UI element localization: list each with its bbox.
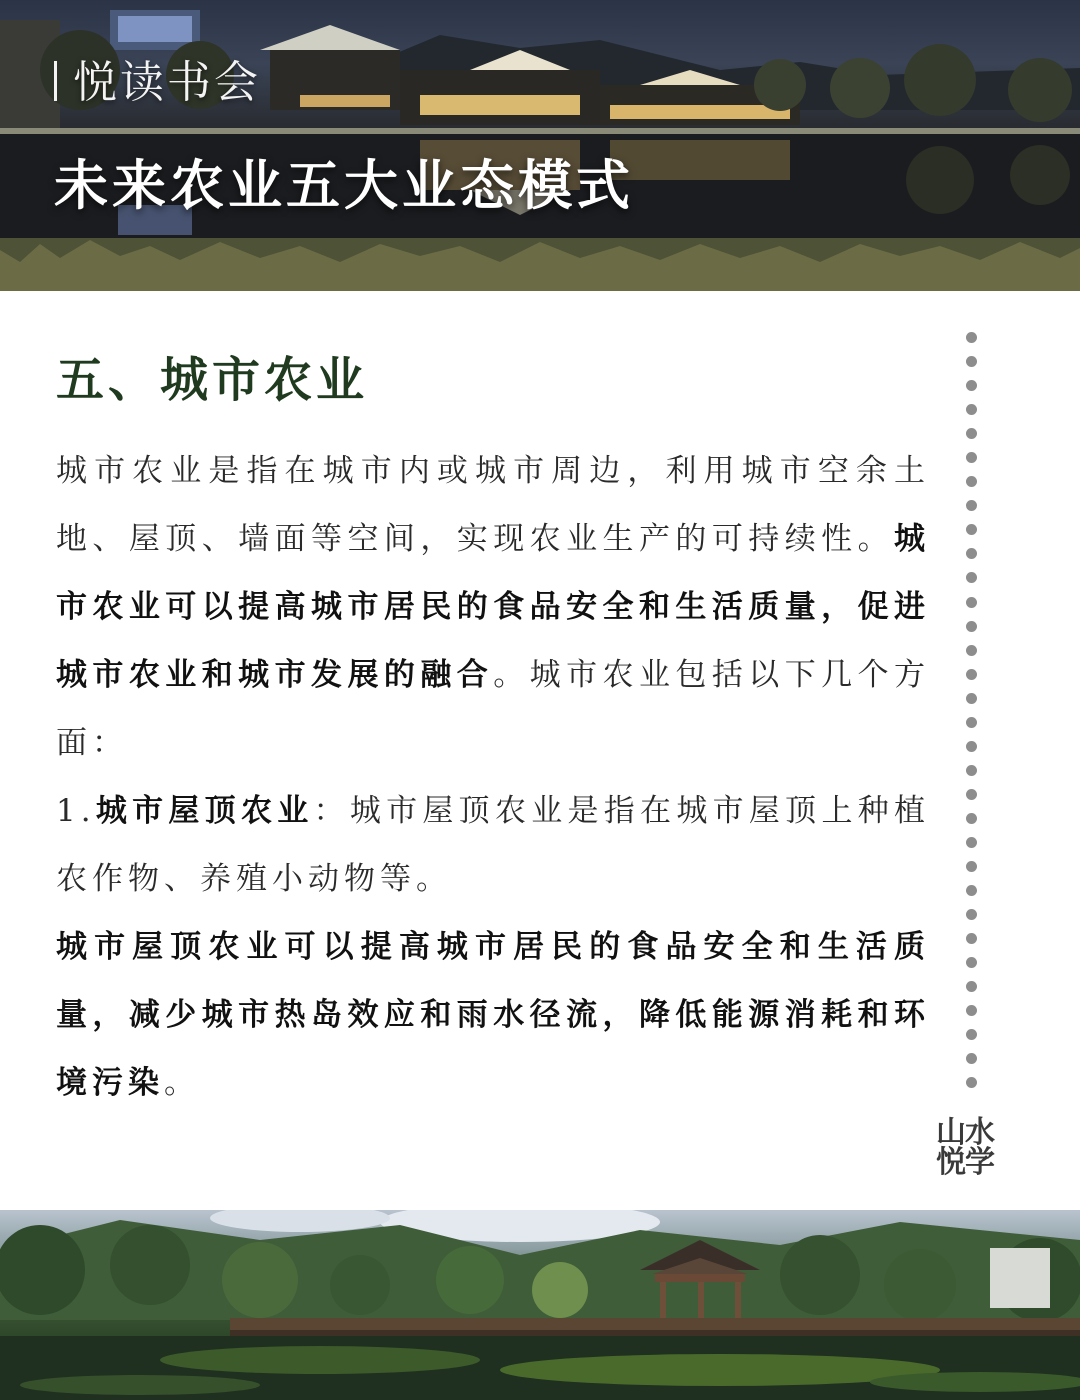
- rail-dot: [966, 404, 977, 415]
- item-title: 城市屋顶农业: [95, 793, 314, 829]
- rail-dot: [966, 981, 977, 992]
- rail-dot: [966, 909, 977, 920]
- article-body: [56, 345, 930, 1117]
- item-number: 1.: [56, 793, 96, 829]
- rail-dot: [966, 452, 977, 463]
- garden-pavilion-photo: [0, 1210, 1080, 1400]
- page-title: 未来农业五大业态模式: [54, 153, 634, 217]
- paragraph-emphasis: [56, 913, 930, 1117]
- rail-dot: [966, 933, 977, 944]
- rail-dot: [966, 500, 977, 511]
- series-label-text: 悦读书会: [73, 57, 261, 108]
- rail-dot: [966, 548, 977, 559]
- brand-logo: [936, 1115, 1016, 1180]
- emphasis-tail: 。: [164, 1065, 200, 1101]
- rail-dot: [966, 1053, 977, 1064]
- rail-dot: [966, 789, 977, 800]
- section-heading: 五、城市农业: [56, 352, 369, 408]
- dotted-divider: [966, 332, 978, 1092]
- header-banner: [0, 0, 1080, 291]
- rail-dot: [966, 645, 977, 656]
- rail-dot: [966, 669, 977, 680]
- rail-dot: [966, 1005, 977, 1016]
- rail-dot: [966, 1029, 977, 1040]
- series-label: [54, 58, 261, 108]
- rail-dot: [966, 1077, 977, 1088]
- rail-dot: [966, 957, 977, 968]
- intro-text: 城市农业是指在城市内或城市周边，利用城市空余土地、屋顶、墙面等空间，实现农业生产的可持续性。: [56, 453, 930, 557]
- rail-dot: [966, 428, 977, 439]
- rail-dot: [966, 741, 977, 752]
- label-divider: [54, 61, 57, 101]
- rail-dot: [966, 693, 977, 704]
- logo-line-2: 悦学: [936, 1145, 994, 1180]
- rail-dot: [966, 717, 977, 728]
- rail-dot: [966, 524, 977, 535]
- rail-dot: [966, 861, 977, 872]
- rail-dot: [966, 837, 977, 848]
- emphasis-text: 城市屋顶农业可以提高城市居民的食品安全和生活质量，减少城市热岛效应和雨水径流，降低能源消耗和环境污染: [56, 929, 930, 1101]
- footer-photo: [0, 1210, 1080, 1400]
- rail-dot: [966, 476, 977, 487]
- rail-dot: [966, 380, 977, 391]
- rail-dot: [966, 597, 977, 608]
- rail-dot: [966, 813, 977, 824]
- logo-line-1: 山水: [936, 1115, 994, 1150]
- paragraph-intro: [56, 437, 930, 777]
- rail-dot: [966, 332, 977, 343]
- rail-dot: [966, 621, 977, 632]
- rail-dot: [966, 885, 977, 896]
- intro-tail: 。城市农业包括以下几个方面：: [56, 657, 931, 761]
- item-text: ：城市屋顶农业是指在城市屋顶上种植农作物、养殖小动物等。: [56, 793, 931, 897]
- intro-emphasis: 城市农业可以提高城市居民的食品安全和生活质量，促进城市农业和城市发展的融合: [56, 521, 930, 693]
- rail-dot: [966, 356, 977, 367]
- rail-dot: [966, 572, 977, 583]
- rail-dot: [966, 765, 977, 776]
- list-item: [56, 777, 930, 913]
- night-lake-photo: [0, 0, 1080, 291]
